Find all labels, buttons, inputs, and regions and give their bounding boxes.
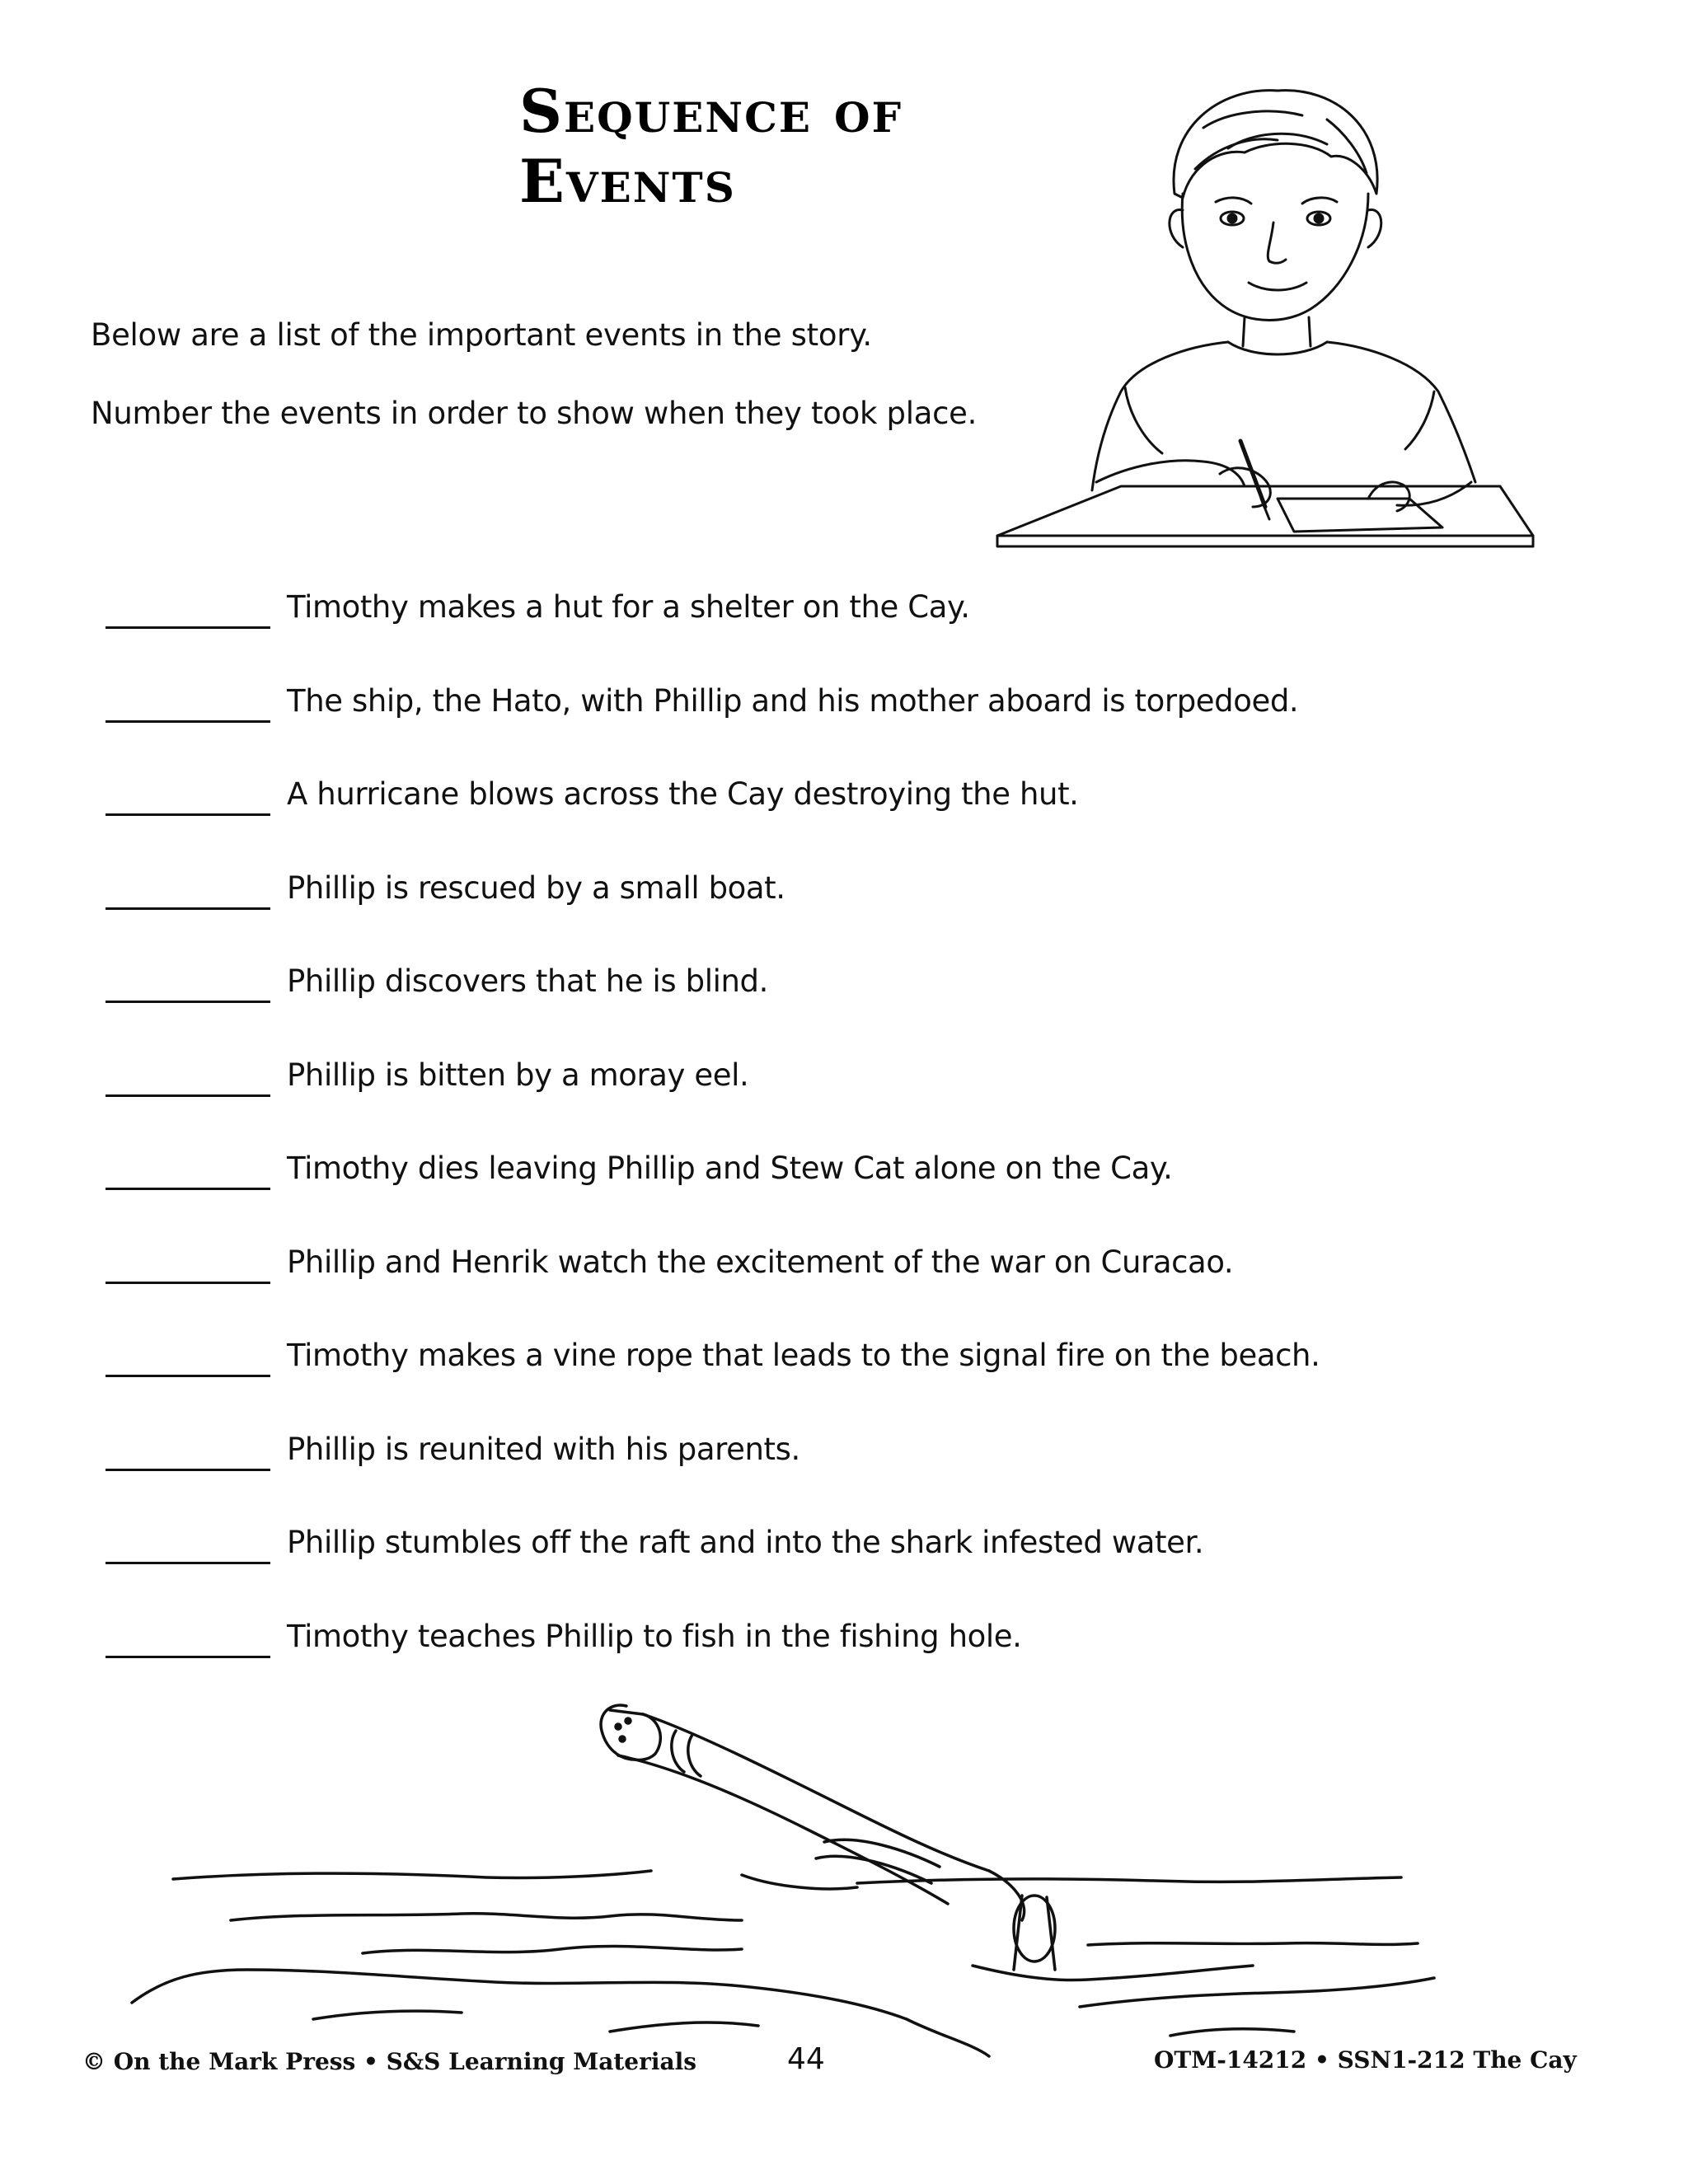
answer-blank[interactable] (106, 907, 270, 910)
event-row (106, 1236, 1589, 1330)
event-text: Phillip stumbles off the raft and into the shark infested water. (287, 1525, 1204, 1560)
event-row (106, 1423, 1589, 1517)
event-text: Timothy dies leaving Phillip and Stew Cat alone on the Cay. (287, 1151, 1173, 1186)
answer-blank[interactable] (106, 1562, 270, 1564)
answer-blank[interactable] (106, 1188, 270, 1190)
event-text: A hurricane blows across the Cay destroying the hut. (287, 776, 1079, 812)
event-text: Timothy teaches Phillip to fish in the fishing hole. (287, 1618, 1022, 1654)
event-row (106, 1516, 1589, 1610)
event-text: The ship, the Hato, with Phillip and his mother aboard is torpedoed. (287, 682, 1299, 719)
boy-writing-illustration (981, 70, 1541, 548)
answer-blank[interactable] (106, 1375, 270, 1377)
answer-blank[interactable] (106, 813, 270, 816)
instruction-line-2: Number the events in order to show when they took place. (91, 396, 978, 431)
answer-blank[interactable] (106, 1469, 270, 1471)
event-row (106, 862, 1589, 956)
event-text: Phillip is bitten by a moray eel. (287, 1057, 749, 1093)
event-row (106, 1329, 1589, 1423)
event-text: Phillip and Henrik watch the excitement of the war on Curacao. (287, 1244, 1234, 1280)
event-row (106, 675, 1589, 769)
answer-blank[interactable] (106, 1656, 270, 1658)
footer-publisher: © On the Mark Press • S&S Learning Materials (82, 2048, 697, 2075)
event-text: Phillip is reunited with his parents. (287, 1431, 800, 1467)
footer-product-code: OTM-14212 • SSN1-212 The Cay (1154, 2046, 1577, 2074)
answer-blank[interactable] (106, 1094, 270, 1097)
event-row (106, 581, 1589, 675)
event-row (106, 1049, 1589, 1143)
answer-blank[interactable] (106, 1282, 270, 1284)
footer-page-number: 44 (787, 2042, 825, 2076)
event-row (106, 768, 1589, 862)
event-row (106, 1142, 1589, 1236)
event-text: Timothy makes a vine rope that leads to the signal fire on the beach. (287, 1338, 1320, 1373)
event-text: Phillip discovers that he is blind. (287, 963, 768, 999)
answer-blank[interactable] (106, 720, 270, 723)
answer-blank[interactable] (106, 626, 270, 629)
event-text: Timothy makes a hut for a shelter on the Cay. (287, 589, 970, 625)
page-title: Sequence of Events (519, 76, 903, 216)
bottle-in-water-illustration (115, 1681, 1467, 2060)
answer-blank[interactable] (106, 1001, 270, 1003)
event-text: Phillip is rescued by a small boat. (287, 869, 785, 906)
instruction-line-1: Below are a list of the important events in the story. (91, 317, 872, 353)
event-row (106, 955, 1589, 1049)
events-list (106, 581, 1589, 1704)
